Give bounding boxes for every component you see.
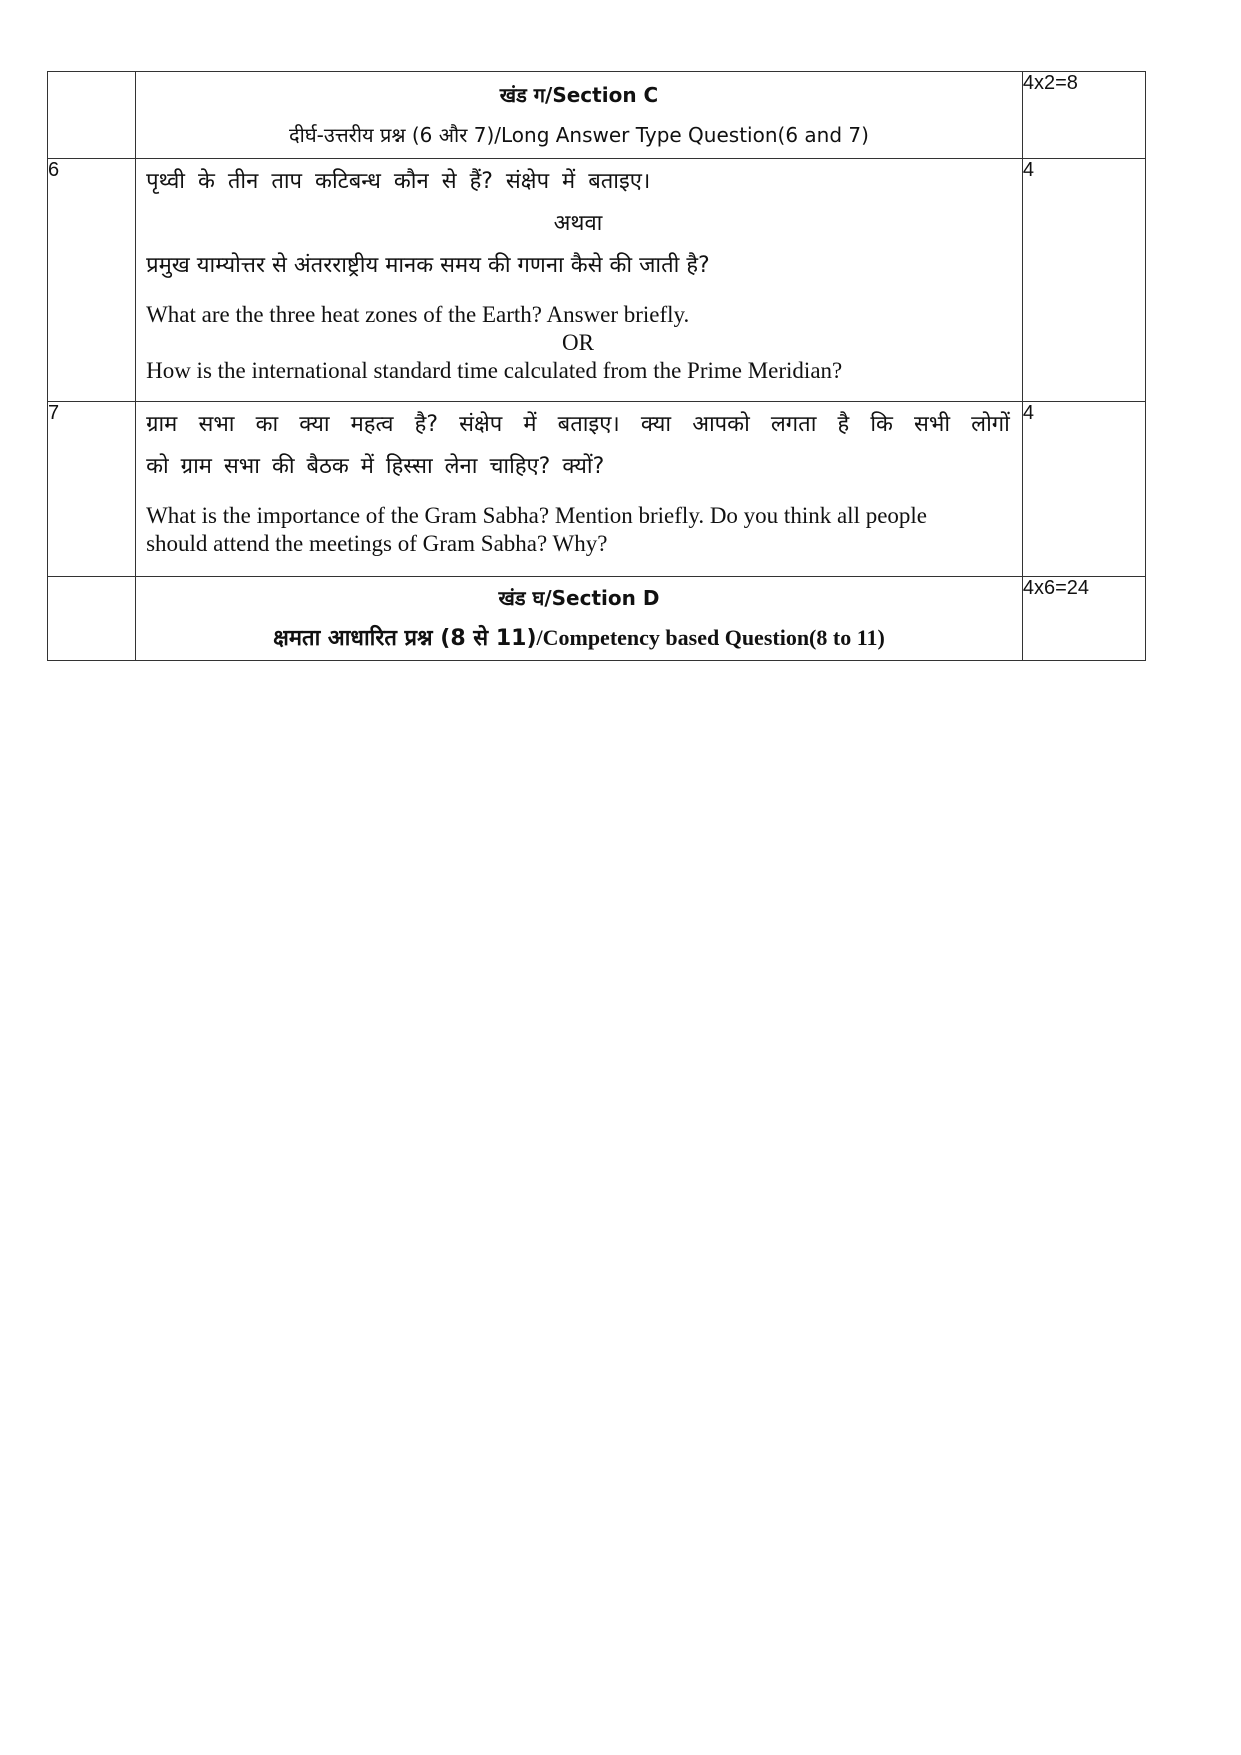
section-c-subtitle: दीर्घ-उत्तरीय प्रश्न (6 और 7)/Long Answer Type Question(6 and 7) [289, 123, 869, 147]
question-6-english-line-2: How is the international standard time calculated from the Prime Meridian? [146, 358, 843, 383]
section-d-subtitle-english: /Competency based Question(8 to 11) [536, 625, 885, 650]
section-d-row [48, 577, 1146, 661]
question-6-hindi-line-2: प्रमुख याम्योत्तर से अंतरराष्ट्रीय मानक समय की गणना कैसे की जाती है? [146, 253, 710, 278]
question-table [47, 71, 1146, 661]
section-c-title: खंड ग/Section C [499, 83, 659, 107]
question-6-number: 6 [48, 159, 136, 402]
section-d-marks: 4x6=24 [1022, 577, 1145, 661]
section-d-title: खंड घ/Section D [498, 586, 660, 610]
section-d-header-cell [136, 577, 1023, 661]
question-7-row [48, 402, 1146, 577]
question-7-english-line-2: should attend the meetings of Gram Sabha? Why? [146, 531, 608, 556]
question-7-english-line-1: What is the importance of the Gram Sabha? Mention briefly. Do you think all people [146, 503, 928, 528]
question-6-hindi-line-1: पृथ्वी के तीन ताप कटिबन्ध कौन से हैं? संक्षेप में बताइए। [146, 169, 651, 194]
question-6-hindi-or: अथवा [553, 211, 603, 236]
question-6-english-line-1: What are the three heat zones of the Earth? Answer briefly. [146, 302, 690, 327]
section-d-subtitle [136, 613, 1022, 660]
section-c-number-cell [48, 72, 136, 159]
question-6-marks: 4 [1022, 159, 1145, 402]
question-7-hindi-line-2: को ग्राम सभा की बैठक में हिस्सा लेना चाहिए? क्यों? [146, 454, 605, 479]
question-6-text-cell [136, 159, 1023, 402]
question-7-number: 7 [48, 402, 136, 577]
question-7-hindi-line-1: ग्राम सभा का क्या महत्व है? संक्षेप में बताइए। क्या आपको लगता है कि सभी लोगों [146, 412, 1010, 437]
question-7-text-cell [136, 402, 1023, 577]
section-c-header-cell [136, 72, 1023, 159]
question-7-marks: 4 [1022, 402, 1145, 577]
question-6-english-or: OR [562, 330, 594, 355]
question-6-row [48, 159, 1146, 402]
section-d-subtitle-hindi: क्षमता आधारित प्रश्न (8 से 11) [273, 626, 537, 651]
section-c-row [48, 72, 1146, 159]
section-d-number-cell [48, 577, 136, 661]
section-c-marks: 4x2=8 [1022, 72, 1145, 159]
